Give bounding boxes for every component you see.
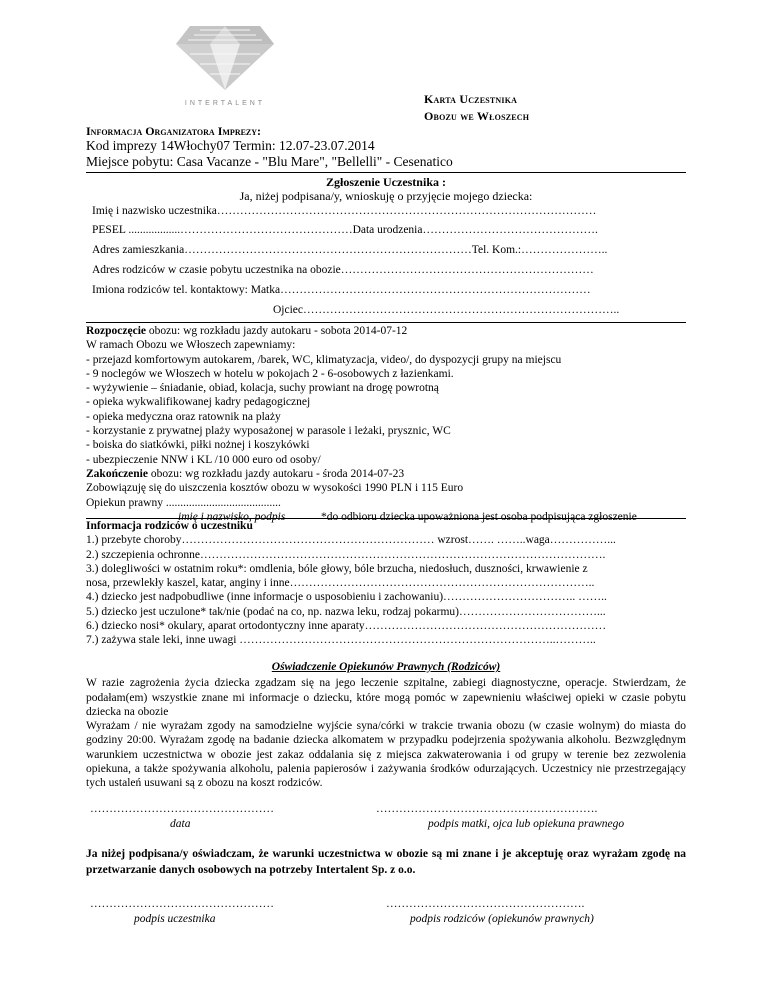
list-item: - opieka medyczna oraz ratownik na plaży	[86, 410, 281, 423]
pesel-field[interactable]: PESEL ..................………………………………………Data urodzenia……………………………………….	[92, 224, 598, 236]
info-item[interactable]: 7.) zażywa stale leki, inne uwagi ………………………………………………………………………..………..	[86, 634, 596, 647]
parents-address-field[interactable]: Adres rodziców w czasie pobytu uczestnika na obozie…………………………………………………………	[92, 264, 594, 276]
logo-text: INTERTALENT	[184, 100, 266, 107]
parent-signature-caption: podpis matki, ojca lub opiekuna prawnego	[428, 818, 625, 830]
application-heading: Zgłoszenie Uczestnika :	[326, 175, 446, 189]
info-item[interactable]: nosa, przewlekły kaszel, katar, anginy i inne……………………………………………………………………..	[86, 577, 595, 590]
info-item[interactable]: 4.) dziecko jest nadpobudliwe (inne informacje o usposobieniu i zachowaniu)…………………………….. ……..	[86, 591, 607, 604]
event-place: Miejsce pobytu: Casa Vacanze - "Blu Mare", "Bellelli" - Cesenatico	[86, 154, 453, 169]
list-item: - przejazd komfortowym autokarem, /barek, WC, klimatyzacja, video/, do dyspozycji grupy na miejscu	[86, 353, 562, 366]
declaration-heading: Oświadczenie Opiekunów Prawnych (Rodziców)	[271, 661, 501, 673]
event-code: Kod imprezy 14Włochy07 Termin: 12.07-23.07.2014	[86, 138, 375, 153]
parents-info-heading: Informacja rodziców o uczestniku	[86, 520, 253, 532]
organizer-heading: Informacja Organizatora Imprezy:	[86, 124, 262, 138]
list-item: - korzystanie z prywatnej plaży wyposażonej w parasole i leżaki, prysznic, WC	[86, 425, 451, 438]
parents-info	[86, 519, 686, 648]
mother-field[interactable]: Imiona rodziców tel. kontaktowy: Matka………………………………………………………………………	[92, 284, 591, 296]
declaration-section	[86, 660, 686, 791]
declaration-paragraph-1: W razie zagrożenia życia dziecka zgadzam się na jego leczenie szpitalne, zabiegi diagnostyczne, operacje. Stwierdzam, że podałam(em) wszystkie znane mi informacje o dziecku, które mogą pomóc w zapewnieniu właściwej opieki w czasie pobytu dziecka na obozie	[86, 677, 686, 718]
camp-details	[86, 324, 686, 525]
guardians-signature-line[interactable]: …………………………………………….	[386, 898, 585, 910]
list-item: - opieka wykwalifikowanej kadry pedagogicznej	[86, 396, 311, 409]
diamond-logo-icon	[170, 18, 280, 98]
guardian-field[interactable]: Opiekun prawny ........................................	[86, 496, 281, 509]
info-item: 3.) dolegliwości w ostatnim roku*: omdlenia, bóle głowy, bóle brzucha, niedosłuch, duszności, krwawienie z	[86, 562, 588, 575]
guardian-caption: imię i nazwisko, podpis	[178, 510, 286, 523]
application-intro: Ja, niżej podpisana/y, wnioskuję o przyjęcie mojego dziecka:	[239, 189, 533, 203]
guardians-signature-caption: podpis rodziców (opiekunów prawnych)	[410, 913, 594, 925]
title-line-2: Obozu we Włoszech	[424, 109, 530, 123]
pickup-note: *do odbioru dziecka upoważniona jest osoba podpisująca zgłoszenie	[321, 510, 637, 523]
date-caption: data	[170, 818, 191, 830]
start-line	[86, 324, 686, 338]
list-item: - 9 noclegów we Włoszech w hotelu w pokojach 2 - 6-osobowych z łazienkami.	[86, 367, 454, 380]
info-item[interactable]: 6.) dziecko nosi* okulary, aparat ortodontyczny inne aparaty………………………………………………………	[86, 620, 607, 633]
info-item[interactable]: 2.) szczepienia ochronne…………………………………………………………………………………………….	[86, 548, 606, 561]
list-item: - wyżywienie – śniadanie, obiad, kolacja, suchy prowiant na drogę powrotną	[86, 382, 439, 395]
end-text: obozu: wg rozkładu jazdy autokaru - środa 2014-07-23	[147, 467, 405, 480]
parent-signature-line[interactable]: ………………………………………………….	[376, 803, 598, 815]
title-line-1: Karta Uczestnika	[424, 92, 518, 106]
provides-line: W ramach Obozu we Włoszech zapewniamy:	[86, 339, 296, 352]
end-label: Zakończenie	[86, 467, 148, 480]
start-label: Rozpoczęcie	[86, 325, 147, 337]
participant-signature-line[interactable]: …………………………………………	[90, 898, 274, 910]
info-item[interactable]: 5.) dziecko jest uczulone* tak/nie (podać na co, np. nazwa leku, rodzaj pokarmu)………………………………...	[86, 605, 606, 618]
document-title	[424, 91, 529, 125]
payment-line: Zobowiązuję się do uiszczenia kosztów obozu w wysokości 1990 PLN i 115 Euro	[86, 482, 464, 495]
organizer-info	[86, 124, 686, 170]
end-line	[86, 467, 686, 481]
start-text: obozu: wg rozkładu jazdy autokaru - sobota 2014-07-12	[146, 325, 408, 337]
date-signature-line[interactable]: …………………………………………	[90, 803, 274, 815]
list-item: - ubezpieczenie NNW i KL /10 000 euro od osoby/	[86, 453, 321, 466]
participant-name-field[interactable]: Imię i nazwisko uczestnika………………………………………………………………………………………	[92, 205, 597, 217]
declaration-paragraph-2: Wyrażam / nie wyrażam zgody na samodzielne wyjście syna/córki w trakcie trwania obozu (w czasie wolnym) do miasta do godziny 20:00. Wyrażam zgodę na badanie dziecka alkomatem w przypadku podejrzenia spożywania alkoholu. Bezwzględnym warunkiem uczestnictwa w obozie jest zakaz oddalania się z miejsca zakwaterowania i od grupy w terenie bez zezwolenia opiekuna, a także spożywania alkoholu, palenia papierosów i zażywania środków odurzających. Uczestnicy nie przestrzegający tych ustaleń usuwani są z obozu na koszt rodziców.	[86, 720, 686, 790]
list-item: - boiska do siatkówki, piłki nożnej i koszykówki	[86, 439, 310, 452]
info-item[interactable]: 1.) przebyte choroby………………………………………………………… wzrost……. ……..waga……………...	[86, 534, 616, 547]
address-field[interactable]: Adres zamieszkania…………………………………………………………………Tel. Kom.:…………………..	[92, 244, 608, 256]
father-field[interactable]: Ojciec………………………………………………………………………..	[273, 304, 620, 316]
details-divider	[86, 322, 686, 323]
final-statement: Ja niżej podpisana/y oświadczam, że warunki uczestnictwa w obozie są mi znane i je akceptuję oraz wyrażam zgodę na przetwarzanie danych osobowych na potrzeby Intertalent Sp. z o.o.	[86, 848, 686, 876]
participant-signature-caption: podpis uczestnika	[134, 913, 216, 925]
intertalent-logo	[170, 18, 280, 106]
application-section	[86, 172, 686, 203]
